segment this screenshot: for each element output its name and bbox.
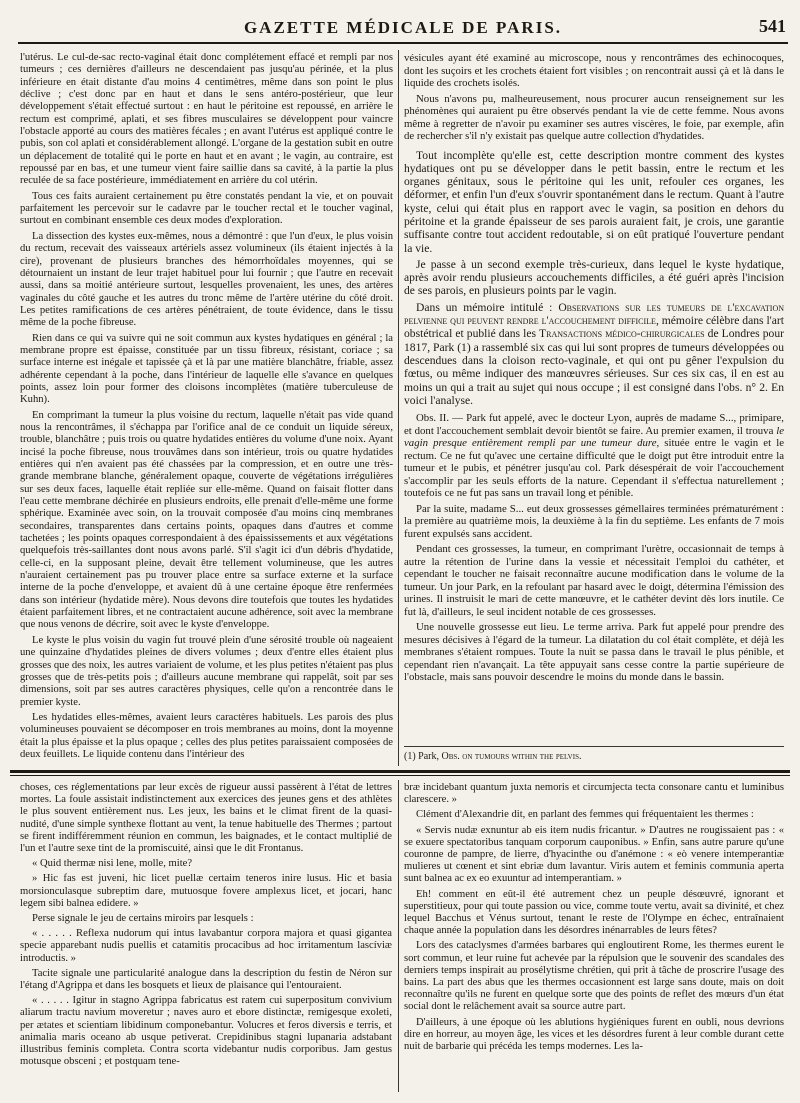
- footnote-reference: Obs. on tumours within the pelvis.: [441, 751, 582, 762]
- paragraph: La dissection des kystes eux-mêmes, nous a démontré : que l'un d'eux, le plus voisin du rectum, recevait des vaisseaux artériels assez volumineux (ils étaient injectés à la cire), provenant de plusieurs branches des hémorrhoïdales moyennes, qui se détournaient un instant de leur trajet habituel pour lui fournir ; que l'autre en recevait aussi, dans sa moitié antérieure surtout, lesquelles provenaient, les unes, des artères vaginales du côté gauche et les autres du tronc même de l'artère utérine du côté droit. Les petites ramifications de ces artères pénétraient, de toute évidence, dans le tissu même de la poche fibreuse.: [20, 230, 393, 329]
- column-divider-top: [398, 50, 399, 766]
- paragraph: Eh! comment en eût-il été autrement chez un peuple désœuvré, ignorant et superstitieux, pour qui toute passion ou vice, comme toute vertu, avait sa divinité, et chez lequel Bacchus et Vénus surtout, tenant le reste de l'Olympe en échec, entraînaient chaque année la population dans les désordres inénarrables de leurs fêtes?: [404, 888, 784, 937]
- journal-title: GAZETTE MÉDICALE DE PARIS.: [243, 18, 563, 37]
- paragraph: Tout incomplète qu'elle est, cette description montre comment des kystes hydatiques ont pu se développer dans le petit bassin, entre le rectum et les organes génitaux, sous le péritoine qui les unit, refouler ces organes, les déformer, et enfin l'un d'eux s'ouvrir spontanément dans le rectum. Quant à l'autre kyste, celui qui était plus en rapport avec le vagin, sa position en dehors du péritoine et la grande épaisseur de ses parois auraient fait, je crois, une garantie suffisante contre tout accident redoutable, si on eût pratiqué l'ouverture pendant la vie.: [404, 148, 784, 255]
- right-column-top: [404, 52, 784, 764]
- footnote: [404, 751, 784, 763]
- paragraph: Rien dans ce qui va suivre qui ne soit commun aux kystes hydatiques en général ; la membrane propre est épaisse, constituée par un tissu fibreux, résistant, coriace ; sa surface interne est inégale et tapissée çà et là par une matière blanchâtre, friable, assez adhérente cependant à la poche, dans l'intérieur de laquelle elle s'avance en quelques points, assez loin pour former des cloisons incomplètes (matière tuberculeuse de Kuhn).: [20, 332, 393, 406]
- paragraph: D'ailleurs, à une époque où les ablutions hygiéniques furent en oubli, nous devrions dire en horreur, au moyen âge, les vices et les désordres furent à leur comble durant cette nuit de barbarie qui précéda les temps modernes. Les la-: [404, 1016, 784, 1053]
- paragraph: Tous ces faits auraient certainement pu être constatés pendant la vie, et on pouvait parfaitement les percevoir sur le cadavre par le toucher rectal et le toucher vaginal, surtout en combinant ensemble ces deux modes d'exploration.: [20, 190, 393, 227]
- text-span: Obs. II. — Park fut appelé, avec le docteur Lyon, auprès de madame S..., primipare, et dont l'accouchement semblait devoir bientôt se faire. Au premier examen, il trouva: [404, 412, 784, 437]
- paragraph: Pendant ces grossesses, la tumeur, en comprimant l'urètre, occasionnait de temps à autre la rétention de l'urine dans la vessie et nécessitait l'emploi du cathéter, et cependant le toucher ne faisait reconnaître aucune modification dans le volume de la tumeur. Un jour Park, en la refoulant par hasard avec le doigt, détermina l'émission des urines. Il instruisit le mari de cette manœuvre, et le cathéter devint dès lors inutile. Ce fut là, d'ailleurs, le seul incident notable de ces grossesses.: [404, 543, 784, 618]
- paragraph: Nous n'avons pu, malheureusement, nous procurer aucun renseignement sur les phénomènes qui auraient pu être observés pendant la vie de cette femme. Nous avons même à regretter de n'avoir pu examiner ses autres viscères, le foie, par exemple, afin de rechercher s'il n'y existait pas quelque autre collection d'hydatides.: [404, 92, 784, 142]
- footnote-rule: [404, 746, 784, 747]
- footnote-text: (1) Park,: [404, 751, 442, 762]
- text-span: mémoire célèbre dans l'art obstétrical et publié dans les: [404, 314, 784, 341]
- text-span: Dans un mémoire intitulé :: [416, 300, 559, 314]
- latin-quote: « Quid thermæ nisi lene, molle, mite?: [32, 858, 193, 870]
- latin-quote: « . . . . . Reflexa nudorum qui intus lavabantur corpora majora et quasi gigantea specie apparebant nudis puellis et catamitis procacibus ad hoc irritamentum lascíviæ introductis. »: [20, 928, 392, 964]
- paragraph: Clément d'Alexandrie dit, en parlant des femmes qui fréquentaient les thermes :: [416, 809, 754, 821]
- right-column-bottom: [404, 782, 784, 1094]
- paragraph: l'utérus. Le cul-de-sac recto-vaginal était donc complétement effacé et rempli par nos tumeurs ; ces dernières d'ailleurs ne descendaient pas jusqu'au périnée, et la plus inférieure en était distante d'au moins 4 centimètres, même dans son point le plus déclive ; c'est donc par en haut et dans le sens antéro-postérieur, que leur développement s'était effectué surtout : en haut le péritoine est repoussé, en arrière le rectum est comprimé, aplati, et ses fibres musculaires se développent pour vaincre l'obstacle apporté au cours des matières fécales ; en avant l'utérus est appliqué contre le pubis, son col aplati et considérablement allongé. L'organe de la gestation subit en outre un déplacement de totalité qui le porte en haut et en avant ; le vagin, au contraire, est repoussé par en bas, et une tumeur vient faire saillie dans sa cavité, à la partie la plus reculée de sa face postérieure, immédiatement en arrière du col utérin.: [20, 52, 393, 187]
- left-column-top: [20, 52, 393, 764]
- paragraph: Par la suite, madame S... eut deux grossesses gémellaires terminées prématurément : la première au quatrième mois, la deuxième à la fin du septième. Les enfants de 7 mois furent expulsés sans accident.: [404, 502, 784, 540]
- paragraph: En comprimant la tumeur la plus voisine du rectum, laquelle n'était pas vide quand nous la rencontrâmes, il s'échappa par l'orifice anal de ce conduit un liquide séreux, trouble, blanchâtre ; puis trois ou quatre hydatides entières du volume d'une noix. Ayant incisé la poche fibreuse, nous trouvâmes dans son intérieur, trois ou quatre hydatides entières qui n'en avaient pas été chassées par la compression, et en outre une très-grande membrane blanche, généralement opaque, couverte de végétations irrégulières sur ses deux faces, laquelle était repliée sur elle-même. Quand on faisait flotter dans l'eau cette membrane déchirée en plusieurs endroits, elle prenait d'elle-même une forme sphérique. Examinée avec soin, on la trouvait composée d'au moins cinq membranes secondaires, transparentes dans certains points, opaques dans d'autres et comme tachetées ; les points opaques correspondaient à des épaississements et aux végétations quelquefois très-saillantes dont nous avons parlé. S'il s'agit ici d'un débris d'hydatide, celle-ci, en la supposant pleine, devait être tellement volumineuse, que les autres n'auraient certainement pas pu trouver place entre sa surface externe et la surface interne de la poche d'enveloppe, et avaient dû à une certaine époque être renfermées dans son intérieur (hydatide mère). Nous devons dire toutefois que toutes les hydatides étaient parfaitement libres, et ne contractaient aucune adhérence, soit avec la membrane que nous venons de décrire, soit avec le kyste d'enveloppe.: [20, 409, 393, 631]
- paragraph: Je passe à un second exemple très-curieux, dans lequel le kyste hydatique, après avoir rendu plusieurs accouchements difficiles, a été guéri après l'incision de ses parois, en plusieurs points par le vagin.: [404, 257, 784, 298]
- paragraph: Lors des cataclysmes d'armées barbares qui engloutirent Rome, les thermes eurent le sort commun, et leur ruine fut achevée par la répulsion que le souvenir des scandales des derniers temps inspirait au prosélytisme chrétien, qui prit à tâche de proscrire l'usage des bains. La part des abus que les thermes occasionnent est large sans doute, mais on doit reconnaître qu'ils ne furent en quelque sorte que des points de reflet des mœurs d'un état social dont le relâchement avait sa source autre part.: [404, 940, 784, 1013]
- memoir-title: Observations sur les tumeurs de l'excavation pelvienne qui peuvent rendre l'accouchement difficile,: [404, 300, 784, 328]
- column-divider-bottom: [398, 780, 399, 1092]
- paragraph: bræ incidebant quantum juxta nemoris et circumjecta tecta consonare cantu et luminibus clarescere. »: [404, 782, 784, 806]
- paragraph: vésicules ayant été examiné au microscope, nous y rencontrâmes des echinocoques, dont les suçoirs et les crochets étaient fort visibles ; on rencontrait aussi çà et là dans le liquide des crochets isolés.: [404, 52, 784, 89]
- paragraph: Le kyste le plus voisin du vagin fut trouvé plein d'une sérosité trouble où nageaient une quinzaine d'hydatides pleines de divers volumes ; deux d'entre elles étaient plus grosses que des noix, les autres variaient de volume, et les plus petites n'étaient pas plus grosses que de très-petits pois ; d'ailleurs aucune membrane qui rappelât, soit par ses dimensions, soit par ses autres caractères physiques, celle qu'on a rencontrée dans le premier kyste.: [20, 634, 393, 708]
- paragraph: [404, 412, 784, 500]
- left-column-bottom: [20, 782, 392, 1094]
- latin-quote: « . . . . . Igitur in stagno Agrippa fabricatus est ratem cui superpositum convivium aliarum tractu navium moveretur ; naves auro et ebore distinctæ, remigesque exoleti, per ætates et scientiam libidinum componebantur. Volucres et feros diversis e terris, et animalia maris oceano ab usque petiverat. Crepidinibus stagni lupanaria adstabant illustribus feminis completa. Contra scorta videbantur nudis corporibus. Jam gestus motusque obsceni ; et postquam tene-: [20, 995, 392, 1068]
- page-number: 541: [759, 16, 786, 36]
- latin-quote: » Hic fas est juveni, hic licet puellæ certaim teneros inire lusus. Hic et basia morsionculasque subreptim dare, mutuosque fovere amplexus licet, et jocari, hanc legem sibi balnea edidere. »: [20, 873, 392, 909]
- page-header: [18, 16, 788, 44]
- paragraph: choses, ces réglementations par leur excès de rigueur aussi passèrent à l'état de lettres mortes. La foule assistait indistinctement aux exercices des jeunes gens et des athlètes le plus souvent entièrement nus. Les jeux, les bains et le climat firent de la quasi-nudité, d'une simple synthexe flottant au vent, la tenue habituelle des Thermes ; partout se firent indifféremment réunion en commun, les baignades, et le contact multiplié de l'un et l'autre sexe tint de la promiscuité, ainsi que le dit Frontanus.: [20, 782, 392, 855]
- section-rule-thin: [10, 775, 790, 776]
- text-span: située entre le vagin et le rectum. Ce ne fut qu'avec une certaine difficulté que le doigt put être introduit entre la tumeur et le pubis, et pénétrer jusqu'au col. Park désespérait de voir l'accouchement s'accomplir par les seuls efforts de la nature. Cependant il s'effectua naturellement ; toutefois ce ne fut pas sans un travail long et pénible.: [404, 437, 784, 500]
- paragraph: Tacite signale une particularité analogue dans la description du festin de Néron sur l'étang d'Agrippa et dans les bosquets et lieux de plaisance qui l'entouraient.: [20, 967, 392, 992]
- paragraph: Les hydatides elles-mêmes, avaient leurs caractères habituels. Les parois des plus volumineuses pouvaient se décomposer en trois membranes au moins, dont la moyenne était la plus épaisse et la plus opaque ; celles des plus petites paraissaient composées de deux feuillets. Le liquide contenu dans l'intérieur des: [20, 711, 393, 760]
- text-span: de Londres pour 1817, Park (1) a rassemblé six cas qui lui sont propres de tumeurs développées ou descendues dans la cloison recto-vaginale, et qui ont pu gêner l'expulsion du fœtus, ou même indiquer des manœuvres sérieuses. Sur ces six cas, il en est au moins un qui a trait au sujet qui nous occupe ; il est consigné dans l'obs. n° 2. En voici l'analyse.: [404, 327, 784, 407]
- italic-phrase: le vagin presque entièrement rempli par une tumeur dure,: [404, 424, 784, 450]
- paragraph: Une nouvelle grossesse eut lieu. Le terme arriva. Park fut appelé pour prendre des mesures décisives à l'égard de la tumeur. La dilatation du col était complète, et déjà les membranes s'étaient rompues. Toute la nuit se passa dans le travail le plus pénible, et cependant rien n'avançait. La tête appuyait sans cesse contre la partie supérieure de l'obstacle, mais sans pouvoir descendre le moins du monde dans le bassin.: [404, 621, 784, 684]
- section-rule-thick: [10, 770, 790, 773]
- journal-name: Transactions médico-chirurgicales: [539, 327, 705, 341]
- paragraph: Perse signale le jeu de certains miroirs par lesquels :: [32, 913, 254, 925]
- latin-quote: « Servis nudæ exnuntur ab eis item nudis fricantur. » D'autres ne rougissaient pas : « se exuere spectatoribus tanquam corporum cauponibus. » Enfin, sans autre parure qu'une couronne de pampre, de lierre, d'hyacinthe ou d'anémone : « eò venere intemperantiæ mulieres ut cœnent et sint ebriæ dum lavantur. Viris autem et feminis communia aperta sunt balnea ac ex eo exuuntur ad intemperantiam. »: [404, 824, 784, 885]
- paragraph: [404, 301, 784, 407]
